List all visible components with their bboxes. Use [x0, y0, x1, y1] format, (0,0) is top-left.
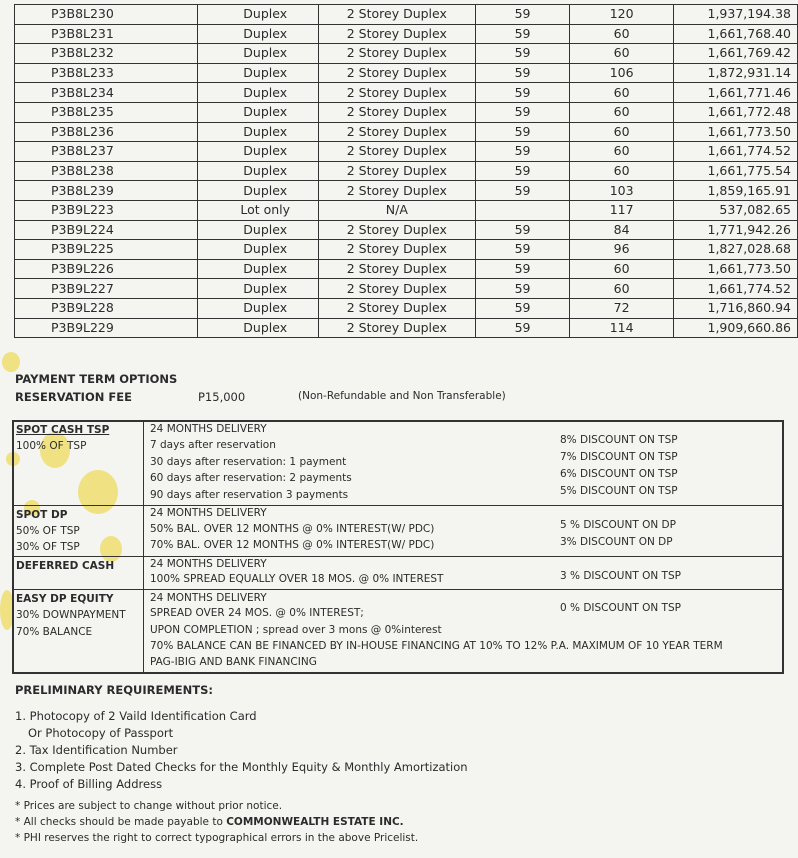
price-cell: 1,872,931.14: [673, 63, 797, 83]
note-line: * PHI reserves the right to correct typographical errors in the above Pricelist.: [15, 832, 419, 844]
model-cell: 2 Storey Duplex: [318, 44, 475, 64]
price-cell: 1,909,660.86: [673, 318, 797, 338]
type-cell: Duplex: [198, 142, 319, 162]
lot-area-cell: 60: [570, 122, 673, 142]
deferred-discount: 3 % DISCOUNT ON TSP: [560, 570, 681, 582]
lot-area-cell: 84: [570, 220, 673, 240]
spot-dp-sub: 50% OF TSP: [16, 525, 80, 537]
spot-cash-line: 90 days after reservation 3 payments: [150, 489, 349, 501]
model-cell: 2 Storey Duplex: [318, 161, 475, 181]
type-cell: Duplex: [198, 102, 319, 122]
floor-area-cell: 59: [475, 161, 570, 181]
type-cell: Duplex: [198, 44, 319, 64]
lot-cell: P3B8L233: [15, 63, 198, 83]
reservation-fee-note: (Non-Refundable and Non Transferable): [298, 390, 506, 402]
lot-cell: P3B9L226: [15, 259, 198, 279]
lot-area-cell: 60: [570, 161, 673, 181]
lot-cell: P3B9L229: [15, 318, 198, 338]
lot-cell: P3B9L228: [15, 298, 198, 318]
spot-cash-discount: 7% DISCOUNT ON TSP: [560, 451, 678, 463]
model-cell: 2 Storey Duplex: [318, 24, 475, 44]
payment-terms-title: PAYMENT TERM OPTIONS: [15, 372, 178, 386]
spot-dp-discount: 5 % DISCOUNT ON DP: [560, 519, 676, 531]
price-cell: 537,082.65: [673, 200, 797, 220]
lot-area-cell: 96: [570, 240, 673, 260]
lot-area-cell: 120: [570, 5, 673, 25]
easy-dp-discount: 0 % DISCOUNT ON TSP: [560, 602, 681, 614]
requirement-item: 3. Complete Post Dated Checks for the Monthly Equity & Monthly Amortization: [15, 760, 468, 774]
model-cell: 2 Storey Duplex: [318, 122, 475, 142]
price-cell: 1,937,194.38: [673, 5, 797, 25]
model-cell: 2 Storey Duplex: [318, 63, 475, 83]
type-cell: Lot only: [198, 200, 319, 220]
type-cell: Duplex: [198, 24, 319, 44]
model-cell: 2 Storey Duplex: [318, 102, 475, 122]
type-cell: Duplex: [198, 161, 319, 181]
model-cell: 2 Storey Duplex: [318, 181, 475, 201]
unit-row: [15, 83, 798, 103]
floor-area-cell: 59: [475, 122, 570, 142]
unit-row: [15, 200, 798, 220]
model-cell: 2 Storey Duplex: [318, 279, 475, 299]
unit-row: [15, 181, 798, 201]
floor-area-cell: 59: [475, 240, 570, 260]
requirement-item: Or Photocopy of Passport: [28, 726, 174, 740]
options-divider: [143, 420, 144, 672]
lot-cell: P3B8L230: [15, 5, 198, 25]
price-cell: 1,661,774.52: [673, 142, 797, 162]
note-line: * Prices are subject to change without prior notice.: [15, 800, 283, 812]
reservation-fee-label: RESERVATION FEE: [15, 390, 132, 404]
lot-area-cell: 114: [570, 318, 673, 338]
spot-dp-discount: 3% DISCOUNT ON DP: [560, 536, 673, 548]
lot-area-cell: 60: [570, 44, 673, 64]
model-cell: 2 Storey Duplex: [318, 259, 475, 279]
unit-row: [15, 161, 798, 181]
spot-cash-discount: 5% DISCOUNT ON TSP: [560, 485, 678, 497]
model-cell: 2 Storey Duplex: [318, 83, 475, 103]
options-divider: [12, 505, 782, 506]
spot-dp-delivery: 24 MONTHS DELIVERY: [150, 507, 267, 519]
price-cell: 1,827,028.68: [673, 240, 797, 260]
spot-cash-line: 60 days after reservation: 2 payments: [150, 472, 352, 484]
easy-dp-line: 70% BALANCE CAN BE FINANCED BY IN-HOUSE FINANCING AT 10% TO 12% P.A. MAXIMUM OF 10 YEAR TERM: [150, 640, 723, 652]
type-cell: Duplex: [198, 63, 319, 83]
floor-area-cell: 59: [475, 5, 570, 25]
unit-row: [15, 259, 798, 279]
options-divider: [12, 556, 782, 557]
lot-cell: P3B9L225: [15, 240, 198, 260]
price-cell: 1,716,860.94: [673, 298, 797, 318]
lot-cell: P3B9L227: [15, 279, 198, 299]
type-cell: Duplex: [198, 5, 319, 25]
floor-area-cell: [475, 200, 570, 220]
unit-row: [15, 44, 798, 64]
options-divider: [12, 589, 782, 590]
floor-area-cell: 59: [475, 63, 570, 83]
lot-area-cell: 60: [570, 142, 673, 162]
floor-area-cell: 59: [475, 298, 570, 318]
unit-row: [15, 5, 798, 25]
note-line: [15, 816, 404, 828]
lot-cell: P3B8L232: [15, 44, 198, 64]
lot-cell: P3B8L237: [15, 142, 198, 162]
unit-row: [15, 24, 798, 44]
unit-row: [15, 220, 798, 240]
lot-area-cell: 60: [570, 259, 673, 279]
lot-cell: P3B8L238: [15, 161, 198, 181]
spot-cash-line: 7 days after reservation: [150, 439, 276, 451]
price-cell: 1,661,775.54: [673, 161, 797, 181]
lot-area-cell: 60: [570, 24, 673, 44]
type-cell: Duplex: [198, 122, 319, 142]
note-text: * All checks should be made payable to: [15, 816, 227, 828]
price-cell: 1,661,768.40: [673, 24, 797, 44]
easy-dp-sub: 30% DOWNPAYMENT: [16, 609, 126, 621]
spot-cash-sub: 100% OF TSP: [16, 440, 87, 452]
model-cell: N/A: [318, 200, 475, 220]
unit-row: [15, 142, 798, 162]
model-cell: 2 Storey Duplex: [318, 240, 475, 260]
unit-row: [15, 318, 798, 338]
model-cell: 2 Storey Duplex: [318, 298, 475, 318]
type-cell: Duplex: [198, 298, 319, 318]
lot-cell: P3B8L231: [15, 24, 198, 44]
spot-cash-delivery: 24 MONTHS DELIVERY: [150, 423, 267, 435]
lot-cell: P3B9L224: [15, 220, 198, 240]
floor-area-cell: 59: [475, 102, 570, 122]
type-cell: Duplex: [198, 240, 319, 260]
price-cell: 1,661,772.48: [673, 102, 797, 122]
spot-dp-line: 50% BAL. OVER 12 MONTHS @ 0% INTEREST(W/ PDC): [150, 523, 435, 535]
easy-dp-delivery: 24 MONTHS DELIVERY: [150, 592, 267, 604]
easy-dp-line: SPREAD OVER 24 MOS. @ 0% INTEREST;: [150, 607, 364, 619]
model-cell: 2 Storey Duplex: [318, 142, 475, 162]
type-cell: Duplex: [198, 259, 319, 279]
type-cell: Duplex: [198, 83, 319, 103]
lot-area-cell: 106: [570, 63, 673, 83]
price-cell: 1,661,774.52: [673, 279, 797, 299]
requirements-title: PRELIMINARY REQUIREMENTS:: [15, 683, 214, 697]
lot-cell: P3B8L239: [15, 181, 198, 201]
payee-name: COMMONWEALTH ESTATE INC.: [226, 816, 404, 828]
floor-area-cell: 59: [475, 181, 570, 201]
lot-area-cell: 72: [570, 298, 673, 318]
spot-cash-title: SPOT CASH TSP: [16, 424, 110, 436]
price-cell: 1,661,773.50: [673, 259, 797, 279]
reservation-fee-amount: P15,000: [198, 390, 246, 404]
easy-dp-line: UPON COMPLETION ; spread over 3 mons @ 0%interest: [150, 624, 442, 636]
deferred-title: DEFERRED CASH: [16, 560, 115, 572]
lot-cell: P3B8L234: [15, 83, 198, 103]
paper-stain: [2, 352, 20, 372]
model-cell: 2 Storey Duplex: [318, 318, 475, 338]
unit-row: [15, 122, 798, 142]
floor-area-cell: 59: [475, 259, 570, 279]
spot-dp-line: 70% BAL. OVER 12 MONTHS @ 0% INTEREST(W/ PDC): [150, 539, 435, 551]
lot-area-cell: 60: [570, 279, 673, 299]
unit-row: [15, 279, 798, 299]
lot-cell: P3B9L223: [15, 200, 198, 220]
spot-cash-discount: 8% DISCOUNT ON TSP: [560, 434, 678, 446]
price-cell: 1,771,942.26: [673, 220, 797, 240]
easy-dp-line: PAG-IBIG AND BANK FINANCING: [150, 656, 317, 668]
spot-dp-title: SPOT DP: [16, 509, 68, 521]
deferred-line: 100% SPREAD EQUALLY OVER 18 MOS. @ 0% INTEREST: [150, 573, 444, 585]
unit-row: [15, 240, 798, 260]
lot-cell: P3B8L236: [15, 122, 198, 142]
floor-area-cell: 59: [475, 279, 570, 299]
price-cell: 1,661,773.50: [673, 122, 797, 142]
type-cell: Duplex: [198, 318, 319, 338]
unit-row: [15, 63, 798, 83]
floor-area-cell: 59: [475, 142, 570, 162]
requirement-item: 4. Proof of Billing Address: [15, 777, 163, 791]
lot-area-cell: 103: [570, 181, 673, 201]
type-cell: Duplex: [198, 220, 319, 240]
spot-dp-sub: 30% OF TSP: [16, 541, 80, 553]
floor-area-cell: 59: [475, 318, 570, 338]
lot-cell: P3B8L235: [15, 102, 198, 122]
price-cell: 1,661,769.42: [673, 44, 797, 64]
type-cell: Duplex: [198, 181, 319, 201]
type-cell: Duplex: [198, 279, 319, 299]
price-cell: 1,859,165.91: [673, 181, 797, 201]
floor-area-cell: 59: [475, 83, 570, 103]
easy-dp-title: EASY DP EQUITY: [16, 593, 114, 605]
unit-row: [15, 102, 798, 122]
floor-area-cell: 59: [475, 24, 570, 44]
price-list-table: [14, 4, 798, 338]
lot-area-cell: 60: [570, 83, 673, 103]
requirement-item: 2. Tax Identification Number: [15, 743, 178, 757]
unit-row: [15, 298, 798, 318]
deferred-delivery: 24 MONTHS DELIVERY: [150, 558, 267, 570]
lot-area-cell: 117: [570, 200, 673, 220]
model-cell: 2 Storey Duplex: [318, 220, 475, 240]
price-cell: 1,661,771.46: [673, 83, 797, 103]
model-cell: 2 Storey Duplex: [318, 5, 475, 25]
lot-area-cell: 60: [570, 102, 673, 122]
requirement-item: 1. Photocopy of 2 Vaild Identification Card: [15, 709, 257, 723]
spot-cash-discount: 6% DISCOUNT ON TSP: [560, 468, 678, 480]
spot-cash-line: 30 days after reservation: 1 payment: [150, 456, 347, 468]
floor-area-cell: 59: [475, 220, 570, 240]
easy-dp-sub: 70% BALANCE: [16, 626, 93, 638]
floor-area-cell: 59: [475, 44, 570, 64]
